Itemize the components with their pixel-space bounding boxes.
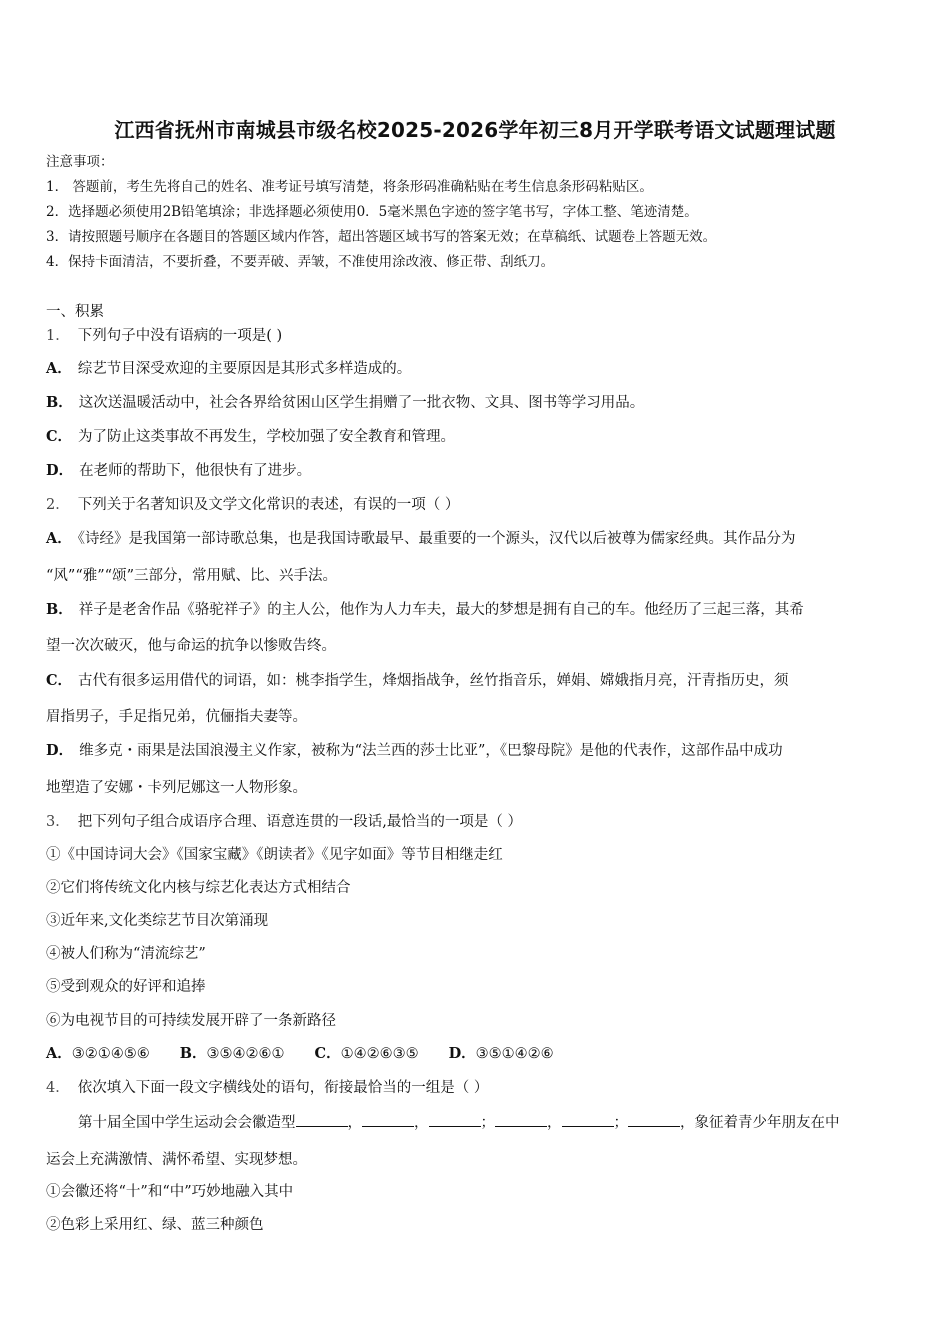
option-label: C． xyxy=(46,672,73,689)
separator: ； xyxy=(613,1115,628,1131)
option-a-cont: “风”“雅”“颂”三部分，常用赋、比、兴手法。 xyxy=(46,568,337,584)
option-d xyxy=(46,741,910,761)
list-item: ⑥为电视节目的可持续发展开辟了一条新路径 xyxy=(46,1013,336,1029)
option-text: 为了防止这类事故不再发生，学校加强了安全教育和管理。 xyxy=(78,429,456,445)
list-item: ④被人们称为“清流综艺” xyxy=(46,946,206,962)
option-text: 古代有很多运用借代的词语，如：桃李指学生，烽烟指战争，丝竹指音乐，婵娟、嫦娥指月亮，汗青指历史，须 xyxy=(78,673,789,689)
question-4 xyxy=(46,1078,910,1098)
option-label: D． xyxy=(46,462,74,479)
option-d-cont: 地塑造了安娜・卡列尼娜这一人物形象。 xyxy=(46,780,307,796)
option-label: B． xyxy=(179,1045,207,1062)
fill-blank xyxy=(296,1112,348,1127)
option-text: ①④②⑥③⑤ xyxy=(340,1046,419,1062)
option-c xyxy=(46,671,910,691)
choice-b xyxy=(180,1046,285,1062)
option-label: B． xyxy=(46,601,73,618)
fill-blank xyxy=(562,1112,614,1127)
choice-a xyxy=(46,1046,150,1062)
question-stem: 把下列句子组合成语序合理、语意连贯的一段话,最恰当的一项是（ ） xyxy=(77,814,522,830)
answer-choices xyxy=(46,1044,910,1064)
question-number: 4． xyxy=(46,1080,70,1096)
option-text: 维多克・雨果是法国浪漫主义作家，被称为“法兰西的莎士比亚”，《巴黎母院》是他的代表作，这部作品中成功 xyxy=(79,743,783,759)
option-c-cont: 眉指男子，手足指兄弟，伉俪指夫妻等。 xyxy=(46,709,307,725)
section-heading: 一、积累 xyxy=(46,304,104,320)
choice-c xyxy=(315,1046,419,1062)
option-b-cont: 望一次次破灭，他与命运的抗争以惨败告终。 xyxy=(46,638,336,654)
question-number: 2． xyxy=(46,497,70,513)
option-label: B． xyxy=(46,394,73,411)
question-2 xyxy=(46,495,910,515)
fill-blank xyxy=(362,1112,414,1127)
question-number: 1． xyxy=(46,328,70,344)
option-text: 在老师的帮助下，他很快有了进步。 xyxy=(79,463,312,479)
notice-item: 4．保持卡面清洁，不要折叠，不要弄破、弄皱，不准使用涂改液、修正带、刮纸刀。 xyxy=(46,254,555,270)
question-stem: 依次填入下面一段文字横线处的语句，衔接最恰当的一组是（ ） xyxy=(77,1080,489,1096)
notice-heading: 注意事项： xyxy=(46,154,114,170)
option-label: D． xyxy=(46,742,74,759)
option-text: ③⑤①④②⑥ xyxy=(475,1046,554,1062)
passage xyxy=(46,1112,910,1133)
question-3 xyxy=(46,812,910,832)
option-text: 祥子是老舍作品《骆驼祥子》的主人公，他作为人力车夫，最大的梦想是拥有自己的车。他经历了三起三落，其希 xyxy=(78,602,804,618)
option-a xyxy=(46,529,910,549)
list-item: ①《中国诗词大会》《国家宝藏》《朗读者》《见字如面》等节目相继走红 xyxy=(46,847,503,863)
option-b xyxy=(46,393,910,413)
option-d xyxy=(46,461,910,481)
list-item: ①会徽还将“十”和“中”巧妙地融入其中 xyxy=(46,1184,294,1200)
list-item: ③近年来,文化类综艺节目次第涌现 xyxy=(46,913,269,929)
question-number: 3． xyxy=(46,814,70,830)
option-text: ③⑤④②⑥① xyxy=(206,1046,285,1062)
separator: ； xyxy=(480,1115,495,1131)
list-item: ⑤受到观众的好评和追捧 xyxy=(46,979,206,995)
passage-cont: 运会上充满激情、满怀希望、实现梦想。 xyxy=(46,1152,307,1168)
page-title: 江西省抚州市南城县市级名校2025-2026学年初三8月开学联考语文试题理试题 xyxy=(114,118,836,142)
option-c xyxy=(46,427,910,447)
option-text: ③②①④⑤⑥ xyxy=(71,1046,150,1062)
option-a xyxy=(46,359,910,379)
notice-item: 2．选择题必须使用2B铅笔填涂；非选择题必须使用0．5毫米黑色字迹的签字笔书写，字体工整、笔迹清楚。 xyxy=(46,204,698,220)
notice-item: 3．请按照题号顺序在各题目的答题区域内作答，超出答题区域书写的答案无效；在草稿纸、试题卷上答题无效。 xyxy=(46,229,717,245)
fill-blank xyxy=(495,1112,547,1127)
passage-text: ，象征着青少年朋友在中 xyxy=(680,1115,840,1131)
list-item: ②它们将传统文化内核与综艺化表达方式相结合 xyxy=(46,880,351,896)
fill-blank xyxy=(628,1112,680,1127)
separator: ， xyxy=(547,1115,562,1131)
option-label: D． xyxy=(448,1045,476,1062)
list-item: ②色彩上采用红、绿、蓝三种颜色 xyxy=(46,1217,264,1233)
separator: ， xyxy=(414,1115,429,1131)
separator: ， xyxy=(347,1115,362,1131)
choice-d xyxy=(449,1046,554,1062)
option-text: 这次送温暖活动中，社会各界给贫困山区学生捐赠了一批衣物、文具、图书等学习用品。 xyxy=(78,395,645,411)
option-text: 《诗经》是我国第一部诗歌总集，也是我国诗歌最早、最重要的一个源头，汉代以后被尊为儒家经典。其作品分为 xyxy=(77,531,796,547)
question-stem: 下列句子中没有语病的一项是( ) xyxy=(77,328,283,344)
fill-blank xyxy=(429,1112,481,1127)
option-label: A． xyxy=(46,530,72,547)
option-label: C． xyxy=(314,1045,341,1062)
question-stem: 下列关于名著知识及文学文化常识的表述，有误的一项（ ） xyxy=(77,497,460,513)
option-label: A． xyxy=(46,1045,72,1062)
option-label: C． xyxy=(46,428,73,445)
option-b xyxy=(46,600,910,620)
passage-text: 第十届全国中学生运动会会徽造型 xyxy=(78,1115,296,1131)
option-label: A． xyxy=(46,360,72,377)
option-text: 综艺节目深受欢迎的主要原因是其形式多样造成的。 xyxy=(77,361,412,377)
question-1 xyxy=(46,326,910,346)
notice-item: 1． 答题前，考生先将自己的姓名、准考证号填写清楚，将条形码准确粘贴在考生信息条形码粘贴区。 xyxy=(46,179,653,195)
